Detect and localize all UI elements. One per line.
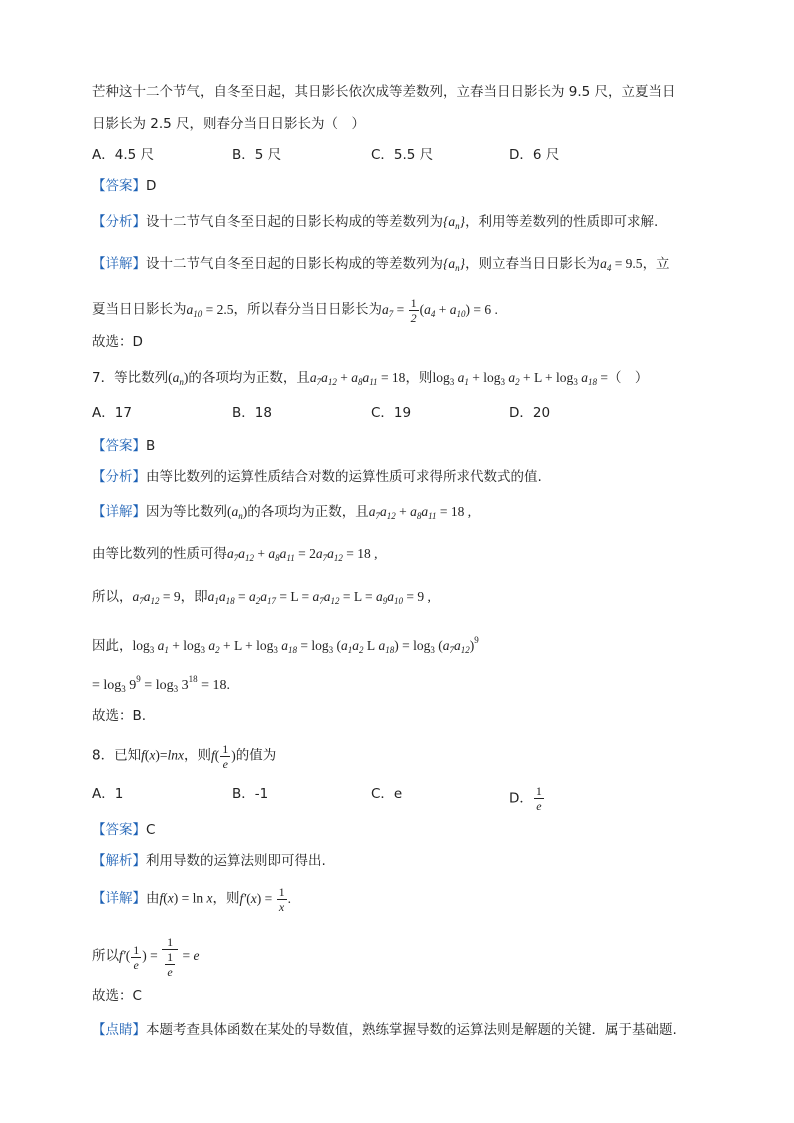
q7-formula-c1: $a_7a_{12} = 9$ [132, 589, 181, 606]
analysis-tag: 【分析】 [92, 214, 146, 230]
q7-stem [92, 368, 648, 392]
q7-analysis [92, 467, 542, 487]
q7-detail-line1 [92, 502, 471, 526]
analysis-text: 由等比数列的运算性质结合对数的运算性质可求得所求代数式的值. [146, 469, 542, 485]
q8-value: f( $\frac{1}{e}$ ) [210, 742, 236, 771]
answer-value: C [146, 822, 156, 838]
q6-choice: 故选：D [92, 334, 143, 350]
q7-choice: 故选：B. [92, 708, 147, 724]
q7-detail-line3 [92, 587, 431, 611]
q7-line-c-a: 所以， [92, 589, 133, 605]
detail-tag: 【详解】 [92, 504, 146, 520]
q8-function: f(x)=lnx [141, 747, 184, 763]
q6-detail-line2 [92, 296, 498, 325]
sequence-a-n: $\{a_n\}$ [443, 256, 466, 273]
q7-line-b: 由等比数列的性质可得 [92, 546, 227, 562]
q7-option-c: C．19 [371, 405, 412, 421]
comment-text: 本题考查具体函数在某处的导数值，熟练掌握导数的运算法则是解题的关键．属于基础题. [146, 1022, 677, 1038]
q7-formula-c2: $a_1a_{18} = a_2a_{17} = L = a_7a_{12} = L = a_9a_{10} = 9$ , [207, 589, 431, 606]
q6-option-a: A．4.5 尺 [92, 147, 154, 163]
q6-stem-line2: 日影长为 2.5 尺，则春分当日日影长为（ ） [92, 116, 366, 132]
q8-stem [92, 742, 276, 771]
formula-a7: $a_7$ = $\frac{1}{2}$ $(a_4 + a_{10}) = 6$ . [382, 296, 498, 325]
q8-stem-b: ，则 [183, 747, 211, 764]
detail2-b: ，所以春分当日日影长为 [233, 301, 382, 318]
q6-answer [92, 176, 156, 196]
q8-detail-line2 [92, 935, 199, 979]
q8-formula-f: f(x) = ln x [159, 890, 213, 906]
q7-option-a: A．17 [92, 405, 132, 421]
q6-option-b: B．5 尺 [232, 147, 282, 163]
comment-tag: 【点睛】 [92, 1022, 146, 1038]
formula-a4: $a_4 = 9.5$ [600, 256, 643, 273]
answer-tag: 【答案】 [92, 822, 146, 838]
q8-formula-fprime: f′(x) = $\frac{1}{x}$ . [239, 885, 291, 914]
q7-option-b: B．18 [232, 405, 272, 421]
q8-option-c: C．e [371, 786, 403, 802]
q8-detail-b: ，则 [212, 890, 240, 907]
q6-analysis [92, 212, 658, 236]
q8-stem-a: 8．已知 [92, 747, 142, 764]
q8-option-d-label: D． [509, 790, 533, 807]
detail-text-c: ，立 [642, 256, 670, 272]
q7-condition: $a_7a_{12} + a_8a_{11} = 18$ [309, 370, 406, 387]
q7-detail-b: 的各项均为正数，且 [247, 504, 369, 520]
answer-tag: 【答案】 [92, 438, 146, 454]
q8-answer [92, 820, 155, 840]
detail-text-b: ，则立春当日日影长为 [465, 256, 601, 272]
q7-seq: $(a_n)$ [227, 504, 248, 521]
analysis-tag: 【解析】 [92, 853, 146, 869]
q7-formula-b: $a_7a_{12} + a_8a_{11} = 2a_7a_{12} = 18$ , [227, 546, 378, 563]
detail-tag: 【详解】 [92, 256, 146, 272]
q7-line-c-b: ，即 [180, 589, 208, 605]
q7-formula-e: = $\log_3 9^9 = \log_3 3^{18} = 18$. [92, 674, 230, 694]
q8-formula-result: f′( $\frac{1}{e}$ ) = $\frac{1}{\frac{1}{e}}$ = e [119, 935, 200, 979]
q6-detail-line1 [92, 254, 670, 278]
q8-stem-c: 的值为 [235, 747, 277, 764]
formula-a10: $a_{10} = 2.5$ [186, 301, 234, 319]
q7-formula-d: $\log_3 a_1 + \log_3 a_2 + L + \log_3 a_{18} = \log_3 (a_1a_2$ L $a_{18}) = \log_3 (a_7a_{12})^9$ [132, 635, 479, 655]
detail2-a: 夏当日日影长为 [92, 301, 187, 318]
q7-line-d: 因此， [92, 638, 133, 654]
q7-stem-d: （ ） [607, 370, 649, 386]
q8-option-d-frac: $\frac{1}{e}$ [535, 784, 542, 813]
sequence-a-n: $\{a_n\}$ [443, 214, 466, 231]
q8-comment [92, 1020, 677, 1040]
q7-detail-line5 [92, 669, 230, 699]
q8-detail-line1 [92, 885, 291, 914]
answer-tag: 【答案】 [92, 178, 146, 194]
q8-detail-a: 由 [146, 890, 160, 907]
q7-answer [92, 436, 155, 456]
q7-detail-line4 [92, 630, 479, 660]
q8-choice: 故选：C [92, 988, 142, 1004]
answer-value: B [146, 438, 156, 454]
q7-stem-b: 的各项均为正数，且 [188, 370, 310, 386]
detail-tag: 【详解】 [92, 890, 146, 907]
detail-text-a: 设十二节气自冬至日起的日影长构成的等差数列为 [146, 256, 443, 272]
q7-detail-line2 [92, 544, 377, 568]
analysis-text-b: ，利用等差数列的性质即可求解. [465, 214, 659, 230]
answer-value: D [146, 178, 157, 194]
q8-analysis [92, 851, 326, 871]
q7-stem-a: 7．等比数列 [92, 370, 169, 386]
q6-option-c: C．5.5 尺 [371, 147, 434, 163]
q8-option-d [509, 784, 545, 813]
q8-so: 所以 [92, 948, 119, 965]
q7-stem-c: ，则 [405, 370, 433, 386]
q7-seq: $(a_n)$ [168, 370, 189, 387]
q7-condition: $a_7a_{12} + a_8a_{11} = 18$ , [368, 504, 472, 521]
analysis-tag: 【分析】 [92, 469, 146, 485]
q7-detail-a: 因为等比数列 [146, 504, 227, 520]
q6-option-d: D．6 尺 [509, 147, 560, 163]
analysis-text: 利用导数的运算法则即可得出. [146, 853, 326, 869]
q7-expression: $\log_3 a_1 + \log_3 a_2 + L + \log_3 a_{18}$ = [432, 370, 608, 387]
q8-option-b: B．-1 [232, 786, 269, 802]
q7-option-d: D．20 [509, 405, 551, 421]
q6-stem-line1: 芒种这十二个节气，自冬至日起，其日影长依次成等差数列，立春当日日影长为 9.5 尺，立夏当日 [92, 84, 676, 100]
analysis-text-a: 设十二节气自冬至日起的日影长构成的等差数列为 [146, 214, 443, 230]
q8-option-a: A．1 [92, 786, 124, 802]
